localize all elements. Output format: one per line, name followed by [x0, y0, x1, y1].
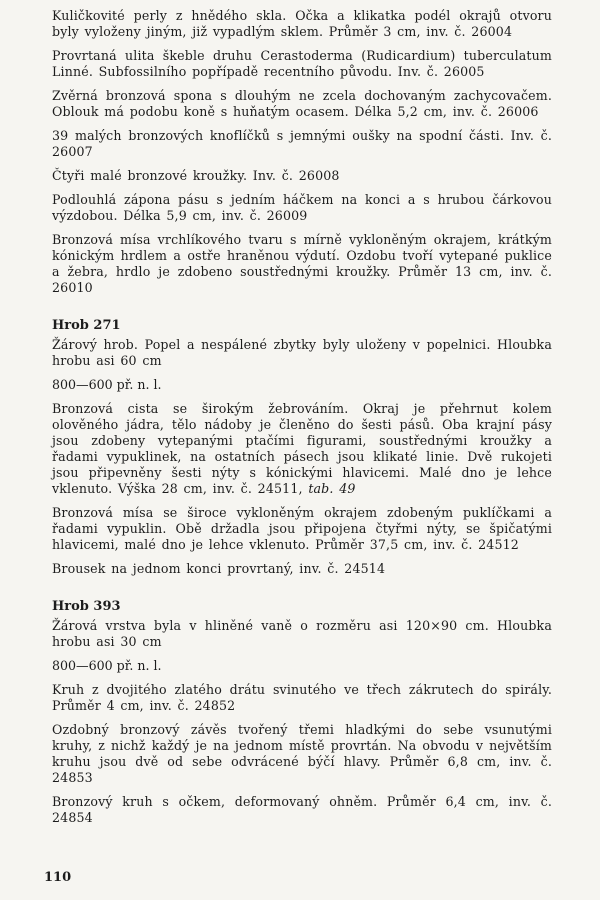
grave-section-393 — [52, 599, 552, 826]
catalog-entry: Provrtaná ulita škeble druhu Cerastoderma (Rudicardium) tuberculatum Linné. Subfossilního popřípadě recentního původu. Inv. č. 26005 — [52, 48, 552, 79]
catalog-entry — [52, 401, 552, 497]
grave-description: Žárový hrob. Popel a nespálené zbytky byly uloženy v popelnici. Hloubka hrobu asi 60 cm — [52, 337, 552, 368]
grave-date: 800—600 př. n. l. — [52, 377, 162, 392]
page-body — [52, 8, 552, 834]
grave-heading: Hrob 393 — [52, 599, 121, 614]
catalog-entry: 39 malých bronzových knoflíčků s jemnými oušky na spodní části. Inv. č. 26007 — [52, 128, 552, 159]
catalog-entry: Kruh z dvojitého zlatého drátu svinutého ve třech zákrutech do spirály. Průměr 4 cm, inv. č. 24852 — [52, 682, 552, 713]
catalog-entry: Čtyři malé bronzové kroužky. Inv. č. 26008 — [52, 168, 340, 183]
grave-heading: Hrob 271 — [52, 318, 121, 333]
grave-section-271 — [52, 318, 552, 577]
grave-description: Žárová vrstva byla v hliněné vaně o rozměru asi 120×90 cm. Hloubka hrobu asi 30 cm — [52, 618, 552, 649]
catalog-entry: Bronzová mísa vrchlíkového tvaru s mírně vykloněným okrajem, krátkým kónickým hrdlem a ostře hraněnou výdutí. Ozdobu tvoří vytepané puklice a žebra, hrdlo je zdobeno soustřednými kroužky. Průměr 13 cm, inv. č. 26010 — [52, 232, 552, 295]
catalog-entry: Kuličkovité perly z hnědého skla. Očka a klikatka podél okrajů otvoru byly vyloženy jiným, již vypadlým sklem. Průměr 3 cm, inv. č. 26004 — [52, 8, 552, 39]
catalog-entry: Podlouhlá zápona pásu s jedním háčkem na konci a s hrubou čárkovou výzdobou. Délka 5,9 cm, inv. č. 26009 — [52, 192, 552, 223]
catalog-entry: Bronzový kruh s očkem, deformovaný ohněm. Průměr 6,4 cm, inv. č. 24854 — [52, 794, 552, 825]
catalog-entry: Brousek na jednom konci provrtaný, inv. č. 24514 — [52, 561, 386, 576]
grave-date: 800—600 př. n. l. — [52, 658, 162, 673]
entry-text: Bronzová cista se širokým žebrováním. Okraj je přehrnut kolem olověného jádra, tělo nádoby je členěno do šesti pásů. Oba krajní pásy jsou zdobeny vytepanými ptačími figurami, soustřednými kroužky a řadami vypuklinek, na ostatních pásech jsou klikaté linie. Dvě rukojeti jsou připevněny šesti nýty s kónickými hlavicemi. Malé dno je lehce vklenuto. Výška 28 cm, inv. č. 24511, — [52, 401, 552, 496]
catalog-entry: Zvěrná bronzová spona s dlouhým ne zcela dochovaným zachycovačem. Oblouk má podobu koně s huňatým ocasem. Délka 5,2 cm, inv. č. 26006 — [52, 88, 552, 119]
catalog-entry: Bronzová mísa se široce vykloněným okrajem zdobeným puklíčkami a řadami vypuklin. Obě držadla jsou připojena čtyřmi nýty, se špičatými hlavicemi, malé dno je lehce vklenuto. Průměr 37,5 cm, inv. č. 24512 — [52, 505, 552, 552]
plate-reference: tab. 49 — [308, 481, 356, 496]
page-number: 110 — [44, 870, 72, 885]
catalog-entry: Ozdobný bronzový závěs tvořený třemi hladkými do sebe vsunutými kruhy, z nichž každý je na jednom místě provrtán. Na obvodu v největším kruhu jsou dvě od sebe odvrácené býčí hlavy. Průměr 6,8 cm, inv. č. 24853 — [52, 722, 552, 785]
